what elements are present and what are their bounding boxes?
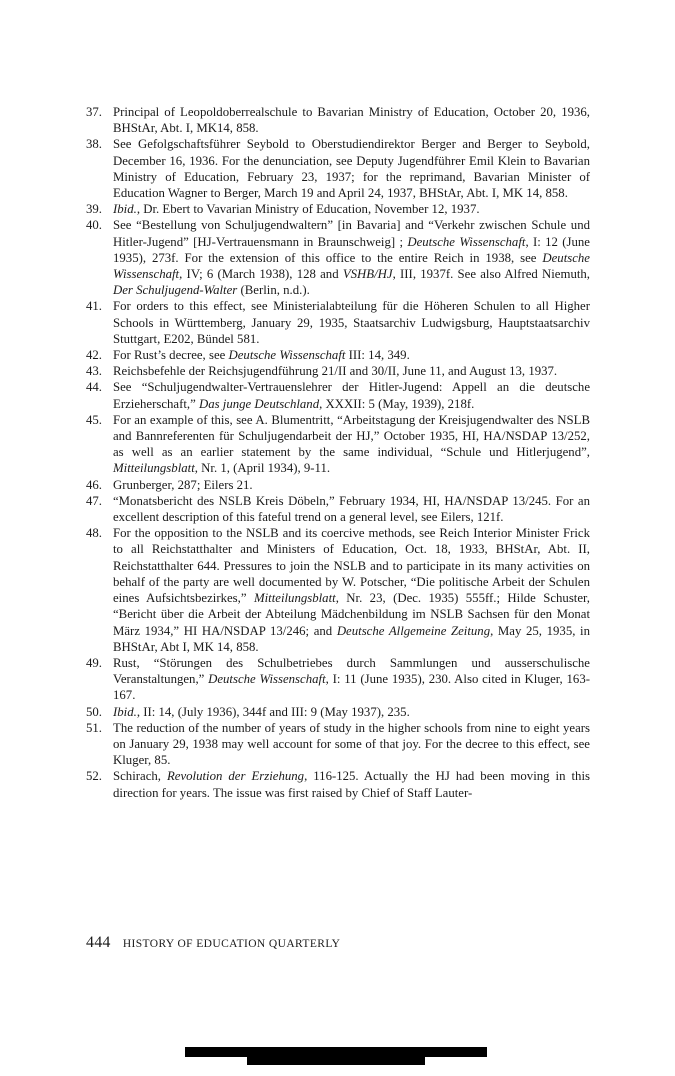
- endnote-italic-text: Der Schuljugend-Walter: [113, 283, 238, 298]
- endnote-text: , Nr. 23, (Dec. 1935) 555ff.; Hilde Schuster, “Bericht über die Arbeit der Abteilung Mädchenbildung im NSLB Sachsen für den Monat März 1934,” HI HA/NSDAP 13/246; and: [113, 591, 590, 638]
- endnote-text: , May 25, 1935, in BHStAr, Abt I, MK 14, 858.: [113, 623, 590, 654]
- endnote-number: 43.: [86, 364, 102, 379]
- endnote-italic-text: Deutsche Wissenschaft: [208, 672, 326, 687]
- page-footer: [86, 934, 340, 952]
- endnote-number: 38.: [86, 137, 102, 152]
- endnote-text: (Berlin, n.d.).: [237, 283, 310, 298]
- endnote-italic-text: Deutsche Wissenschaft: [113, 250, 590, 282]
- endnote-text: For orders to this effect, see Ministerialabteilung für die Höheren Schulen to all Higher Schools in Württemberg, January 29, 1935, Staatsarchiv Ludwigsburg, Hauptstaatsarchiv Stuttgart, E202, Bündel 581.: [113, 299, 590, 346]
- endnote-text: , XXXII: 5 (May, 1939), 218f.: [319, 396, 475, 411]
- endnote-number: 47.: [86, 493, 102, 508]
- endnote-number: 40.: [86, 218, 102, 233]
- endnote-text: , II: 14, (July 1936), 344f and III: 9 (May 1937), 235.: [136, 704, 410, 719]
- endnote: [86, 201, 590, 217]
- endnote-text: Rust, “Störungen des Schulbetriebes durch Sammlungen und ausserschulische Veranstaltungen,”: [113, 655, 590, 687]
- endnote-number: 51.: [86, 720, 102, 735]
- endnote-number: 49.: [86, 655, 102, 670]
- endnote: [86, 655, 590, 704]
- endnote-italic-text: Deutsche Allgemeine Zeitung: [336, 623, 491, 638]
- endnote: [86, 412, 590, 477]
- endnote-text: III: 14, 349.: [345, 348, 410, 363]
- endnote-italic-text: Das junge Deutschland: [198, 396, 320, 411]
- endnote-text: , 116-125. Actually the HJ had been moving in this direction for years. The issue was first raised by Chief of Staff Lauter-: [113, 769, 590, 800]
- endnote-italic-text: Mitteilungsblatt: [113, 461, 195, 476]
- endnote-text: , IV; 6 (March 1938), 128 and: [179, 267, 343, 282]
- endnote-italic-text: Deutsche Wissenschaft: [228, 348, 346, 363]
- endnotes-list: [86, 104, 590, 801]
- endnote-number: 44.: [86, 380, 102, 395]
- endnote-text: See Gefolgschaftsführer Seybold to Oberstudiendirektor Berger and Berger to Seybold, December 16, 1936. For the denunciation, see Deputy Jugendführer Emil Klein to Bavarian Ministry of Education, February 23, 1937; for the reprimand, Bavarian Minister of Education Wagner to Berger, March 19 and April 24, 1937, BHStAr, Abt. I, MK 14, 858.: [113, 137, 590, 201]
- endnote-number: 50.: [86, 704, 102, 719]
- endnote-text: See “Bestellung von Schuljugendwaltern” [in Bavaria] and “Verkehr zwischen Schule und Hitler-Jugend” [HJ-Vertrauensmann in Braunschweig] ;: [113, 218, 590, 249]
- endnote: [86, 379, 590, 411]
- endnote-text: Grunberger, 287; Eilers 21.: [113, 477, 253, 492]
- endnote: [86, 363, 590, 379]
- endnote-text: , Dr. Ebert to Vavarian Ministry of Education, November 12, 1937.: [136, 202, 480, 217]
- endnote-number: 39.: [86, 202, 102, 217]
- endnote-italic-text: Mitteilungsblatt: [253, 591, 336, 606]
- endnote-italic-text: Ibid.: [113, 704, 137, 719]
- endnote-number: 48.: [86, 526, 102, 541]
- endnote-text: , Nr. 1, (April 1934), 9-11.: [194, 461, 331, 476]
- endnote: [86, 136, 590, 201]
- endnote-text: Schirach,: [113, 769, 167, 784]
- endnote-italic-text: Deutsche Wissenschaft: [407, 234, 526, 249]
- endnote-number: 46.: [86, 477, 102, 492]
- endnote: [86, 704, 590, 720]
- endnote: [86, 104, 590, 136]
- endnote: [86, 347, 590, 363]
- endnote-text: Principal of Leopoldoberrealschule to Bavarian Ministry of Education, October 20, 1936, BHStAr, Abt. I, MK14, 858.: [113, 105, 590, 136]
- endnote: [86, 768, 590, 800]
- endnote-text: , I: 11 (June 1935), 230. Also cited in Kluger, 163-167.: [113, 672, 590, 703]
- endnote-number: 37.: [86, 105, 102, 119]
- endnote: [86, 525, 590, 655]
- endnote-italic-text: Revolution der Erziehung: [166, 769, 305, 784]
- scan-redaction-bar: [247, 1055, 425, 1065]
- endnote-number: 41.: [86, 299, 102, 314]
- endnote-text: For Rust’s decree, see: [113, 348, 229, 363]
- endnote-text: See “Schuljugendwalter-Vertrauenslehrer der Hitler-Jugend: Appell an die deutsche Erzieherschaft,”: [113, 380, 590, 411]
- endnote: [86, 298, 590, 347]
- endnote-text: For the opposition to the NSLB and its coercive methods, see Reich Interior Minister Frick to all Reichstatthalter and Ministers of Education, Oct. 18, 1933, BHStAr, Abt. II, Reichstatthalter 644. Pressures to join the NSLB and to participate in its many activities on behalf of the party are well documented by W. Potscher, “Die politische Arbeit der Schulen eines Aufsichtsbezirkes,”: [113, 526, 590, 606]
- endnote-number: 45.: [86, 412, 102, 427]
- endnote-text: The reduction of the number of years of study in the higher schools from nine to eight years on January 29, 1938 may well account for some of that joy. For the decree to this effect, see Kluger, 85.: [113, 720, 590, 768]
- endnote: [86, 720, 590, 769]
- endnote: [86, 477, 590, 493]
- endnote-italic-text: VSHB/HJ: [342, 267, 393, 282]
- endnote-text: For an example of this, see A. Blumentritt, “Arbeitstagung der Kreisjugendwalter des NSLB and Bannreferenten für Schuljugendarbeit der HJ,” October 1935, HI, HA/NSDAP 13/252, as well as an earlier statement by the same individual, “Schule und Hitlerjugend”,: [113, 412, 590, 460]
- endnote: [86, 217, 590, 298]
- endnote-text: Reichsbefehle der Reichsjugendführung 21/II and 30/II, June 11, and August 13, 1937.: [113, 364, 558, 379]
- endnote-text: , I: 12 (June 1935), 273f. For the extension of this office to the entire Reich in 1938, see: [113, 234, 590, 265]
- endnote-number: 42.: [86, 348, 102, 363]
- endnote-text: , III, 1937f. See also Alfred Niemuth,: [392, 267, 590, 282]
- endnote-text: “Monatsbericht des NSLB Kreis Döbeln,” February 1934, HI, HA/NSDAP 13/245. For an excellent description of this fateful trend on a general level, see Eilers, 121f.: [113, 493, 590, 525]
- endnote: [86, 493, 590, 525]
- endnote-number: 52.: [86, 769, 102, 784]
- endnote-italic-text: Ibid.: [113, 202, 137, 217]
- journal-title: HISTORY OF EDUCATION QUARTERLY: [122, 938, 341, 950]
- page-number: 444: [86, 934, 111, 951]
